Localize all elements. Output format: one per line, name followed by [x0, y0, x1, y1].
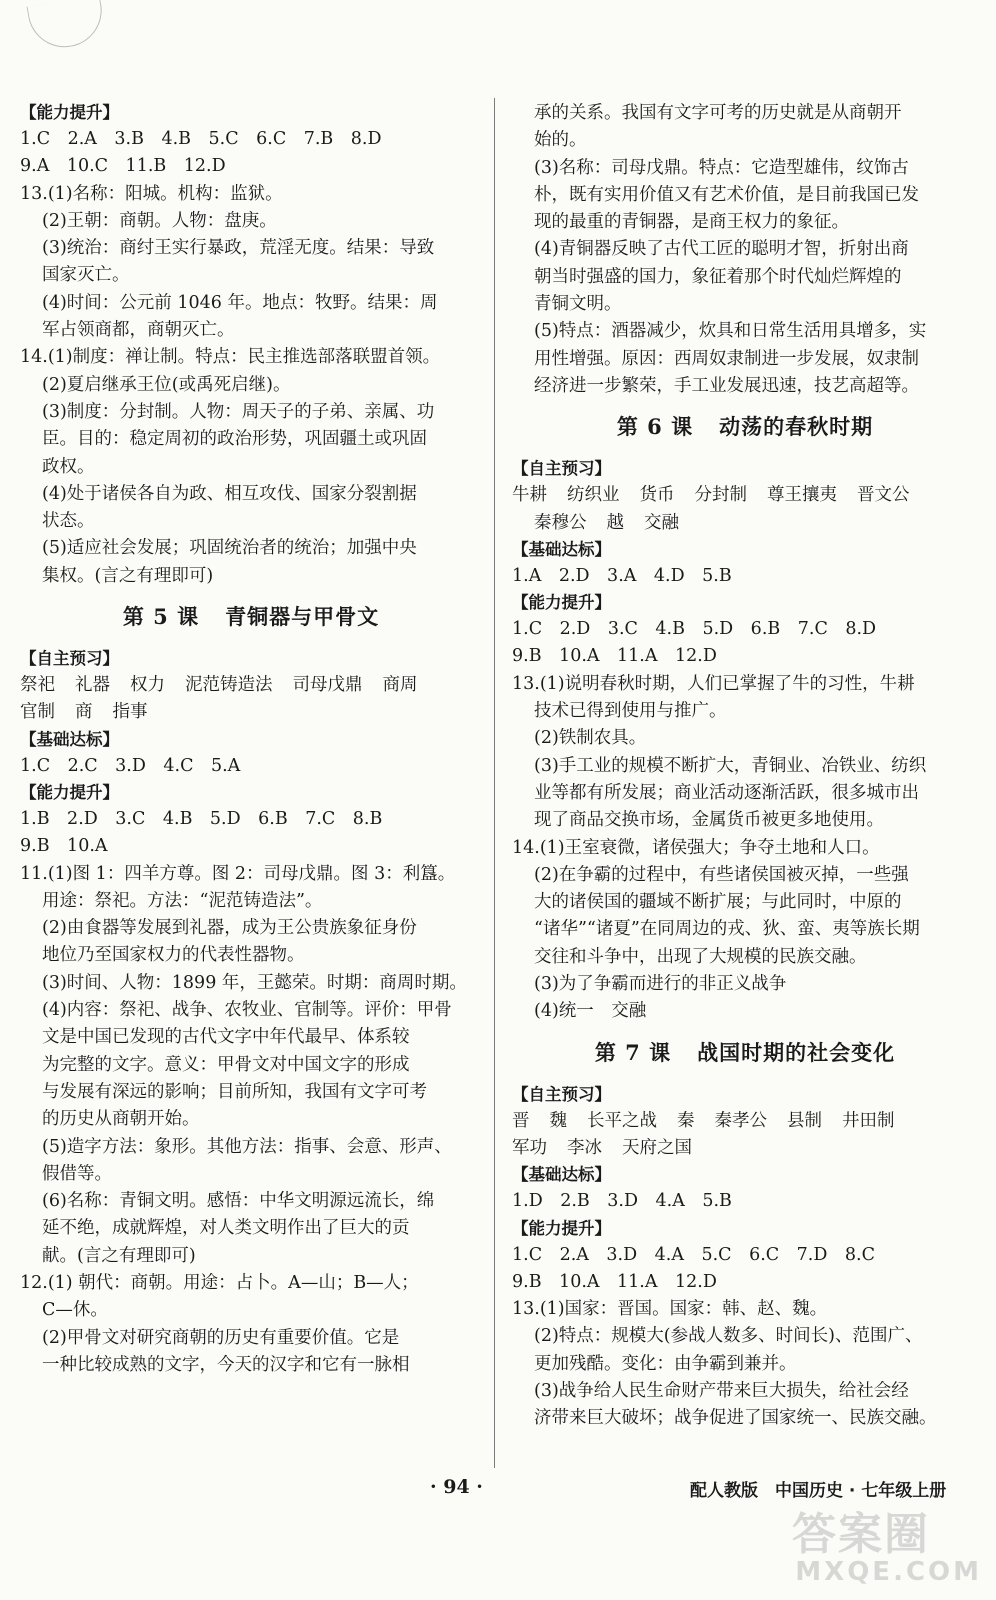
answer-line: (2)在争霸的过程中，有些诸侯国被灭掉，一些强: [534, 864, 909, 885]
keyword: 商周: [382, 675, 418, 696]
answer-line: 大的诸侯国的疆域不断扩展；与此同时，中原的: [534, 892, 902, 913]
answer-line: (4)处于诸侯各自为政、相互攻伐、国家分裂割据: [42, 483, 417, 504]
answer-line: C—休。: [42, 1300, 108, 1321]
keyword: 越: [606, 512, 624, 533]
keyword: 司母戊鼎: [292, 675, 363, 696]
lesson-number: 第 5 课: [122, 604, 200, 630]
section-tag: 【基础达标】: [20, 729, 119, 749]
answer-line: (4)青铜器反映了古代工匠的聪明才智，折射出商: [534, 239, 909, 260]
keyword: 分封制: [694, 485, 747, 506]
answer-line: 朝当时强盛的国力，象征着那个时代灿烂辉煌的: [534, 266, 902, 287]
column-divider: [494, 98, 495, 1468]
keyword-row: [512, 1108, 978, 1135]
answer-line: “诸华”“诸夏”在同周边的戎、狄、蛮、夷等族长期: [534, 919, 920, 940]
answer-line: 1.C 2.A 3.B 4.B 5.C 6.C 7.B 8.D: [20, 129, 382, 149]
answer-line: 地位乃至国家权力的代表性器物。: [42, 945, 305, 966]
answer-line: 假借等。: [42, 1163, 112, 1184]
answer-line: 始的。: [534, 130, 587, 151]
answer-line: (3)时间、人物：1899 年，王懿荣。时期：商周时期。: [42, 972, 467, 993]
keyword: 县制: [787, 1110, 822, 1131]
answer-line: 政权。: [42, 456, 95, 477]
keyword: 官制: [20, 702, 55, 723]
keyword: 交融: [644, 512, 679, 533]
answer-line: 1.C 2.D 3.C 4.B 5.D 6.B 7.C 8.D: [512, 619, 877, 640]
section-tag: 【自主预习】: [512, 459, 611, 479]
keyword: 秦穆公: [534, 512, 587, 533]
answer-line: 献。(言之有理即可): [42, 1245, 196, 1266]
answer-line: (2)王朝：商朝。人物：盘庚。: [42, 210, 277, 231]
keyword-row: [512, 482, 978, 509]
answer-line: 集权。(言之有理即可): [42, 565, 214, 586]
keyword: 尊王攘夷: [767, 485, 837, 506]
answer-line: 承的关系。我国有文字可考的历史就是从商朝开: [534, 103, 902, 123]
answer-line: (4)统一 交融: [534, 1001, 647, 1022]
lesson-name: 动荡的春秋时期: [719, 414, 874, 440]
lesson-name: 青铜器与甲骨文: [225, 604, 380, 630]
answer-line: (2)特点：规模大(参战人数多、时间长)、范围广、: [534, 1326, 923, 1347]
section-tag: 【能力提升】: [512, 593, 611, 613]
answer-line: (4)内容：祭祀、战争、农牧业、官制等。评价：甲骨: [42, 1000, 452, 1021]
answer-line: (3)名称：司母戊鼎。特点：它造型雄伟，纹饰古: [534, 157, 909, 178]
lesson-title: [512, 1038, 978, 1068]
answer-line: 状态。: [42, 511, 95, 532]
answer-line: 朴，既有实用价值又有艺术价值，是目前我国已发: [534, 184, 919, 205]
answer-line: 9.B 10.A: [20, 836, 108, 857]
answer-line: 14.(1)制度：禅让制。特点：民主推选部落联盟首领。: [20, 347, 441, 368]
keyword: 货币: [639, 485, 675, 506]
answer-line: 1.B 2.D 3.C 4.B 5.D 6.B 7.C 8.B: [20, 808, 383, 829]
answer-line: 济带来巨大破坏；战争促进了国家统一、民族交融。: [534, 1408, 937, 1429]
answer-line: 交往和斗争中，出现了大规模的民族交融。: [534, 946, 867, 967]
answer-line: (3)为了争霸而进行的非正义战争: [534, 974, 787, 995]
keyword: 权力: [130, 675, 165, 696]
section-tag: 【能力提升】: [20, 782, 119, 802]
answer-line: 军占领商都，商朝灭亡。: [42, 320, 235, 341]
left-column: [20, 100, 482, 1379]
keyword: 纺织业: [567, 485, 620, 506]
answer-line: 经济进一步繁荣，手工业发展迅速，技艺高超等。: [534, 375, 919, 396]
answer-line: 9.B 10.A 11.A 12.D: [512, 646, 717, 667]
answer-line: 1.C 2.A 3.D 4.A 5.C 6.C 7.D 8.C: [512, 1244, 875, 1265]
answer-line: (2)夏启继承王位(或禹死启继)。: [42, 374, 291, 395]
watermark: [792, 1509, 982, 1592]
answer-line: 一种比较成熟的文字，今天的汉字和它有一脉相: [42, 1354, 410, 1375]
keyword: 李冰: [567, 1137, 602, 1158]
answer-line: 青铜文明。: [534, 294, 622, 315]
answer-line: 业等都有所发展；商业活动逐渐活跃，很多城市出: [534, 782, 919, 803]
keyword: 井田制: [842, 1110, 895, 1131]
section-tag: 【能力提升】: [20, 103, 119, 122]
answer-line: 的历史从商朝开始。: [42, 1109, 200, 1130]
book-title: 配人教版 中国历史 · 七年级上册: [690, 1481, 947, 1501]
answer-line: 现的最重的青铜器，是商王权力的象征。: [534, 212, 849, 233]
answer-line: 臣。目的：稳定周初的政治形势，巩固疆土或巩固: [42, 429, 427, 450]
keyword: 秦: [677, 1110, 695, 1131]
section-tag: 【自主预习】: [512, 1084, 611, 1104]
keyword-row: [512, 1135, 978, 1162]
keyword-row: [512, 510, 978, 537]
keyword: 军功: [512, 1137, 547, 1158]
keyword: 商: [75, 702, 93, 723]
answer-line: 1.D 2.B 3.D 4.A 5.B: [512, 1191, 732, 1212]
keyword-row: [20, 699, 482, 726]
page-number: · 94 ·: [430, 1476, 483, 1498]
keyword: 秦孝公: [714, 1110, 767, 1131]
answer-line: (6)名称：青铜文明。感悟：中华文明源远流长，绵: [42, 1191, 435, 1212]
answer-line: 用性增强。原因：西周奴隶制进一步发展，奴隶制: [534, 348, 919, 369]
answer-line: 13.(1)说明春秋时期，人们已掌握了牛的习性，牛耕: [512, 673, 915, 694]
answer-line: 9.A 10.C 11.B 12.D: [20, 156, 226, 177]
keyword-row: [20, 672, 482, 699]
answer-line: 9.B 10.A 11.A 12.D: [512, 1271, 717, 1292]
answer-line: 14.(1)王室衰微，诸侯强大；争夺土地和人口。: [512, 837, 880, 858]
watermark-url: MXQE.COM: [795, 1557, 982, 1587]
watermark-logo-text: 答案圈: [792, 1509, 930, 1560]
keyword: 礼器: [75, 675, 110, 696]
lesson-title: [20, 602, 482, 632]
answer-line: 技术已得到使用与推广。: [534, 701, 727, 722]
lesson-number: 第 7 课: [594, 1039, 672, 1065]
answer-line: (2)甲骨文对研究商朝的历史有重要价值。它是: [42, 1327, 400, 1348]
keyword: 天府之国: [622, 1137, 692, 1158]
keyword: 长平之战: [587, 1110, 657, 1131]
answer-line: 文是中国已发现的古代文字中年代最早、体系较: [42, 1027, 410, 1048]
answer-line: 用途：祭祀。方法：“泥范铸造法”。: [42, 890, 323, 911]
lesson-number: 第 6 课: [616, 414, 694, 440]
lesson-name: 战国时期的社会变化: [697, 1039, 896, 1065]
lesson-title: [512, 412, 978, 442]
answer-line: 为完整的文字。意义：甲骨文对中国文字的形成: [42, 1054, 410, 1075]
answer-line: 12.(1) 朝代：商朝。用途：占卜。A—山；B—人；: [20, 1272, 419, 1293]
page-footer: [0, 1476, 996, 1506]
keyword: 祭祀: [20, 675, 55, 696]
keyword: 晋文公: [857, 485, 910, 506]
answer-line: (3)战争给人民生命财产带来巨大损失，给社会经: [534, 1380, 909, 1401]
answer-line: (3)手工业的规模不断扩大，青铜业、冶铁业、纺织: [534, 755, 927, 776]
answer-line: 1.C 2.C 3.D 4.C 5.A: [20, 755, 241, 776]
answer-line: (5)造字方法：象形。其他方法：指事、会意、形声、: [42, 1136, 452, 1157]
keyword: 牛耕: [512, 485, 547, 506]
answer-line: (4)时间：公元前 1046 年。地点：牧野。结果：周: [42, 292, 438, 313]
answer-line: (5)特点：酒器减少，炊具和日常生活用具增多，实: [534, 321, 927, 342]
answer-line: (2)由食器等发展到礼器，成为王公贵族象征身份: [42, 918, 417, 939]
answer-line: 国家灭亡。: [42, 265, 130, 286]
answer-line: (3)统治：商纣王实行暴政，荒淫无度。结果：导致: [42, 238, 435, 259]
answer-line: 延不绝，成就辉煌，对人类文明作出了巨大的贡: [42, 1218, 410, 1239]
section-tag: 【基础达标】: [512, 539, 611, 559]
right-column: [512, 100, 978, 1433]
answer-line: 1.A 2.D 3.A 4.D 5.B: [512, 565, 732, 586]
answer-line: 与发展有深远的影响；目前所知，我国有文字可考: [42, 1081, 427, 1102]
answer-line: (3)制度：分封制。人物：周天子的子弟、亲属、功: [42, 401, 435, 422]
answer-line: 13.(1)国家：晋国。国家：韩、赵、魏。: [512, 1299, 828, 1320]
answer-line: (5)适应社会发展；巩固统治者的统治；加强中央: [42, 538, 417, 559]
keyword: 魏: [549, 1110, 567, 1131]
keyword: 泥范铸造法: [185, 675, 273, 696]
stamp-seal: [26, 0, 107, 53]
answer-line: 现了商品交换市场，金属货币被更多地使用。: [534, 810, 884, 831]
keyword: 指事: [112, 702, 148, 723]
keyword: 晋: [512, 1110, 530, 1131]
section-tag: 【基础达标】: [512, 1165, 611, 1185]
answer-line: 13.(1)名称：阳城。机构：监狱。: [20, 183, 283, 204]
section-tag: 【自主预习】: [20, 649, 119, 669]
answer-line: 更加残酷。变化：由争霸到兼并。: [534, 1353, 797, 1374]
section-tag: 【能力提升】: [512, 1218, 611, 1238]
answer-line: (2)铁制农具。: [534, 728, 647, 749]
answer-line: 11.(1)图 1：四羊方尊。图 2：司母戊鼎。图 3：利簋。: [20, 863, 456, 884]
